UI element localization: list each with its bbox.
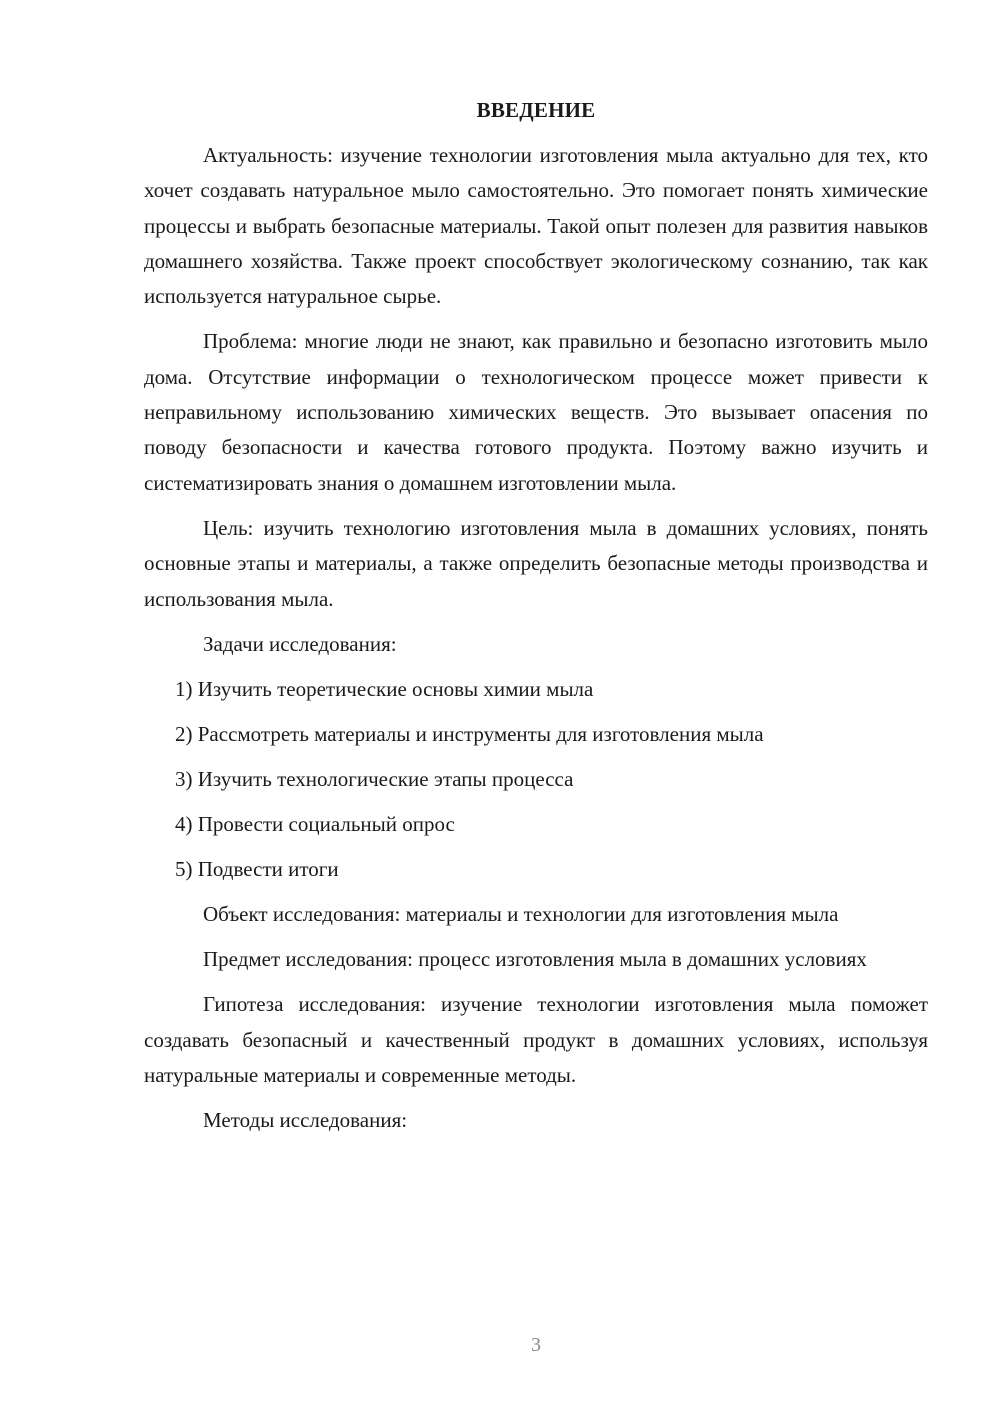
- list-item: 1) Изучить теоретические основы химии мыла: [175, 676, 594, 701]
- object-paragraph: Объект исследования: материалы и технологии для изготовления мыла: [203, 901, 839, 926]
- problem-paragraph: Проблема: многие люди не знают, как правильно и безопасно изготовить мыло дома. Отсутствие информации о технологическом процессе может привести к неправильному использованию химических веществ. Это вызывает опасения по поводу безопасности и качества готового продукта. Поэтому важно изучить и систематизировать знания о домашнем изготовлении мыла.: [144, 329, 928, 495]
- list-item: 5) Подвести итоги: [175, 856, 339, 881]
- list-item: 3) Изучить технологические этапы процесса: [175, 766, 574, 791]
- relevance-paragraph: Актуальность: изучение технологии изготовления мыла актуально для тех, кто хочет создавать натуральное мыло самостоятельно. Это помогает понять химические процессы и выбрать безопасные материалы. Такой опыт полезен для развития навыков домашнего хозяйства. Также проект способствует экологическому сознанию, так как используется натуральное сырье.: [144, 143, 928, 309]
- methods-heading: Методы исследования:: [203, 1108, 408, 1133]
- tasks-list: [144, 672, 928, 887]
- subject-paragraph: Предмет исследования: процесс изготовления мыла в домашних условиях: [203, 947, 867, 972]
- page-number: 3: [531, 1334, 541, 1356]
- hypothesis-paragraph: Гипотеза исследования: изучение технологии изготовления мыла поможет создавать безопасный и качественный продукт в домашних условиях, используя натуральные материалы и современные методы.: [144, 992, 928, 1088]
- list-item: 4) Провести социальный опрос: [175, 811, 455, 836]
- goal-paragraph: Цель: изучить технологию изготовления мыла в домашних условиях, понять основные этапы и материалы, а также определить безопасные методы производства и использования мыла.: [144, 515, 928, 611]
- page-title: ВВЕДЕНИЕ: [476, 98, 596, 122]
- tasks-heading: Задачи исследования:: [203, 631, 397, 656]
- list-item: 2) Рассмотреть материалы и инструменты для изготовления мыла: [175, 721, 764, 746]
- document-page: [144, 96, 928, 1148]
